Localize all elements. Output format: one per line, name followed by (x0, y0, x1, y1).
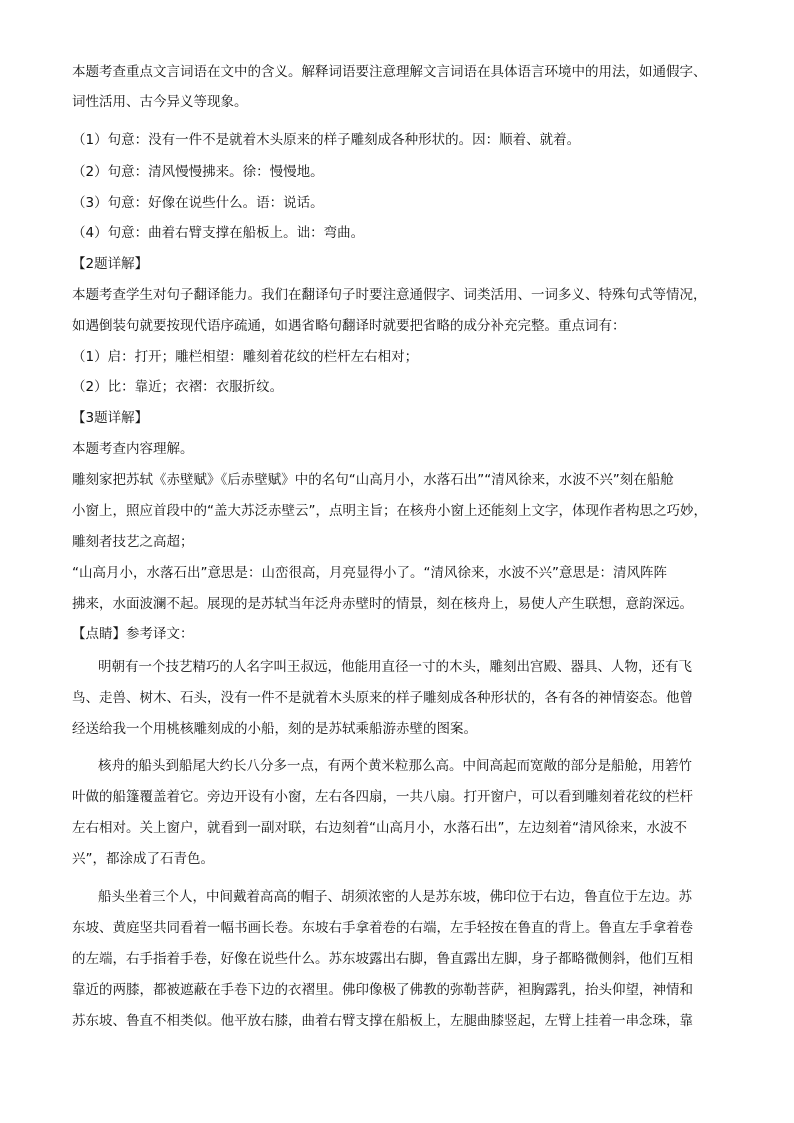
text-line: “山高月小，水落石出”意思是：山峦很高，月亮显得小了。“清风徐来，水波不兴”意思是：清风阵阵 (72, 565, 667, 581)
text-line: 本题考查学生对句子翻译能力。我们在翻译句子时要注意通假字、词类活用、一词多义、特殊句式等情况， (72, 287, 707, 303)
text-line: 苏东坡、鲁直不相类似。他平放右膝，曲着右臂支撑在船板上，左腿曲膝竖起，左臂上挂着一串念珠，靠 (72, 1013, 693, 1029)
text-line: 如遇倒装句就要按现代语序疏通，如遇省略句翻译时就要把省略的成分补充完整。重点词有： (72, 318, 626, 334)
text-line: 靠近的两膝，都被遮蔽在手卷下边的衣褶里。佛印像极了佛教的弥勒菩萨，袒胸露乳，抬头仰望，神情和 (72, 982, 693, 998)
section-heading: 【3题详解】 (72, 410, 149, 426)
text-line: 叶做的船篷覆盖着它。旁边开设有小窗，左右各四扇，一共八扇。打开窗户，可以看到雕刻着花纹的栏杆 (72, 789, 693, 805)
text-line: 东坡、黄庭坚共同看着一幅书画长卷。东坡右手拿着卷的右端，左手轻按在鲁直的背上。鲁直左手拿着卷 (72, 920, 693, 936)
text-line: （2）比：靠近；衣褶：衣服折纹。 (72, 379, 284, 395)
text-line: 核舟的船头到船尾大约长八分多一点，有两个黄米粒那么高。中间高起而宽敞的部分是船舱，用箬竹 (98, 758, 692, 774)
text-line: 本题考查重点文言词语在文中的含义。解释词语要注意理解文言词语在具体语言环境中的用法，如通假字、 (72, 64, 707, 80)
section-heading: 【2题详解】 (72, 256, 149, 272)
note-heading: 【点睛】参考译文： (72, 626, 194, 642)
text-line: （2）句意：清风慢慢拂来。徐：慢慢地。 (72, 164, 324, 180)
text-line: 兴”，都涂成了石青色。 (72, 851, 214, 867)
text-line: 明朝有一个技艺精巧的人名字叫王叔远，他能用直径一寸的木头，雕刻出宫殿、器具、人物，还有飞 (98, 659, 692, 675)
text-line: （1）句意：没有一件不是就着木头原来的样子雕刻成各种形状的。因：顺着、就着。 (72, 132, 581, 148)
text-line: 雕刻者技艺之高超； (72, 534, 194, 550)
text-line: （3）句意：好像在说些什么。语：说话。 (72, 195, 324, 211)
text-line: 本题考查内容理解。 (72, 441, 194, 457)
text-line: 拂来，水面波澜不起。展现的是苏轼当年泛舟赤壁时的情景，刻在核舟上，易使人产生联想，意韵深远。 (72, 596, 693, 612)
text-line: （1）启：打开；雕栏相望：雕刻着花纹的栏杆左右相对； (72, 349, 419, 365)
text-line: 左右相对。关上窗户，就看到一副对联，右边刻着“山高月小，水落石出”，左边刻着“清风徐来，水波不 (72, 820, 687, 836)
text-line: 词性活用、古今异义等现象。 (72, 94, 248, 110)
text-line: 经送给我一个用桃核雕刻成的小船，刻的是苏轼乘船游赤壁的图案。 (72, 721, 477, 737)
text-line: 的左端，右手指着手卷，好像在说些什么。苏东坡露出右脚，鲁直露出左脚，身子都略微侧斜，他们互相 (72, 951, 693, 967)
text-line: 雕刻家把苏轼《赤壁赋》《后赤壁赋》中的名句“山高月小，水落石出”“清风徐来，水波不兴”刻在船舱 (72, 472, 674, 488)
text-line: （4）句意：曲着右臂支撑在船板上。诎：弯曲。 (72, 225, 365, 241)
text-line: 船头坐着三个人，中间戴着高高的帽子、胡须浓密的人是苏东坡，佛印位于右边，鲁直位于左边。苏 (98, 889, 692, 905)
text-line: 小窗上，照应首段中的“盖大苏泛赤壁云”，点明主旨；在核舟小窗上还能刻上文字，体现作者构思之巧妙， (72, 503, 707, 519)
text-line: 鸟、走兽、树木、石头，没有一件不是就着木头原来的样子雕刻成各种形状的，各有各的神情姿态。他曾 (72, 690, 693, 706)
